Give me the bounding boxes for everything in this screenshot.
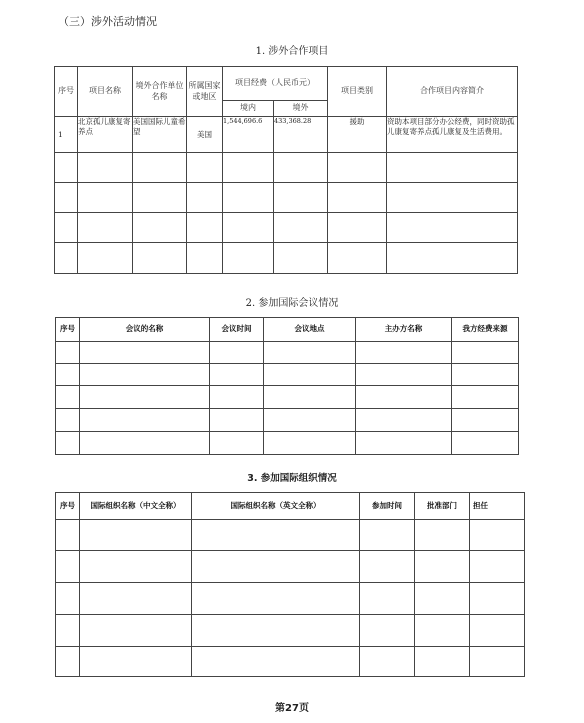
table1-header-row [55, 67, 518, 101]
row-overseas: 433,368.28 [274, 117, 328, 153]
table-row [56, 386, 519, 409]
row-no: 1 [55, 117, 78, 153]
cooperation-projects-table [54, 66, 518, 274]
col-name-header: 项目名称 [78, 67, 133, 117]
row-country: 美国 [187, 117, 223, 153]
table2-header-row [56, 318, 519, 342]
table-row [56, 364, 519, 386]
col-org-name-cn-header: 国际组织名称（中文全称） [80, 493, 192, 520]
col-no-header: 序号 [56, 493, 80, 520]
table2-title: 2. 参加国际会议情况 [245, 298, 339, 309]
col-summary-header: 合作项目内容简介 [387, 67, 518, 117]
col-host-header: 主办方名称 [356, 318, 452, 342]
col-conference-location-header: 会议地点 [264, 318, 356, 342]
col-country-header: 所属国家或地区 [187, 67, 223, 117]
col-conference-name-header: 会议的名称 [80, 318, 210, 342]
row-category: 援助 [328, 117, 387, 153]
col-overseas-header: 境外 [274, 101, 328, 117]
section-heading: （三）涉外活动情况 [58, 15, 157, 28]
table-row [55, 213, 518, 243]
col-join-time-header: 参加时间 [360, 493, 415, 520]
col-conference-time-header: 会议时间 [210, 318, 264, 342]
table-row [56, 432, 519, 455]
col-funds-header: 项目经费（人民币元） [223, 67, 328, 101]
table-row [55, 183, 518, 213]
row-partner: 美国国际儿童希望 [133, 117, 187, 153]
table-row [56, 551, 525, 583]
table-row [56, 647, 525, 677]
table-row [56, 615, 525, 647]
table-row [55, 153, 518, 183]
table1-title: 1. 涉外合作项目 [255, 46, 329, 57]
col-approval-dept-header: 批准部门 [415, 493, 470, 520]
table-row [56, 342, 519, 364]
table-row [56, 409, 519, 432]
table-row [56, 583, 525, 615]
col-partner-header: 境外合作单位名称 [133, 67, 187, 117]
row-name: 北京孤儿康复寄养点 [78, 117, 133, 153]
col-no-header: 序号 [55, 67, 78, 117]
col-no-header: 序号 [56, 318, 80, 342]
table-row [56, 520, 525, 551]
international-organizations-table [55, 492, 525, 677]
page-number: 第27页 [275, 703, 309, 714]
col-funding-source-header: 我方经费来源 [452, 318, 519, 342]
row-domestic: 1,544,696.6 [223, 117, 274, 153]
col-category-header: 项目类别 [328, 67, 387, 117]
col-org-name-en-header: 国际组织名称（英文全称） [192, 493, 360, 520]
table3-header-row [56, 493, 525, 520]
col-domestic-header: 境内 [223, 101, 274, 117]
table-row [55, 117, 518, 153]
table3-title: 3. 参加国际组织情况 [247, 473, 337, 484]
international-conferences-table [55, 317, 519, 455]
row-summary: 资助本项目部分办公经费，同时资助孤儿康复寄养点孤儿康复及生活费用。 [387, 117, 518, 153]
col-role-header: 担任 [470, 493, 525, 520]
table-row [55, 243, 518, 274]
